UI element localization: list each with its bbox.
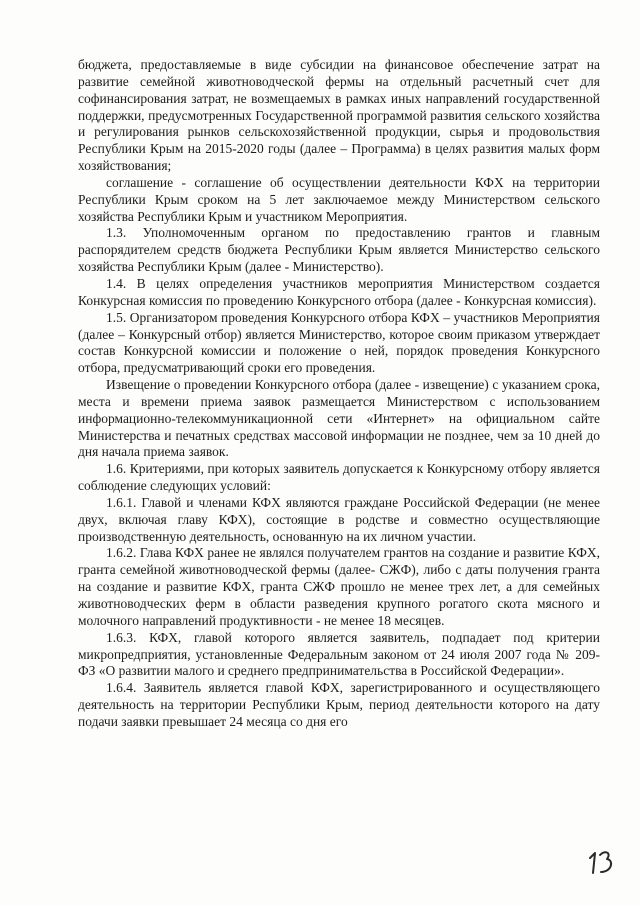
- paragraph-budget-subsidy: бюджета, предоставляемые в виде субсидии на финансовое обеспечение затрат на развитие семейной животноводческой фермы на отдельный расчетный счет для софинансирования затрат, не возмещаемых в рамках иных направлений государственной поддержки, предусмотренных Государственной программой развития сельского хозяйства и регулирования рынков сельскохозяйственной продукции, сырья и продовольствия Республики Крым на 2015-2020 годы (далее – Программа) в целях развития малых форм хозяйствования;: [78, 57, 600, 174]
- handwritten-page-number: [584, 846, 618, 880]
- paragraph-1-3: 1.3. Уполномоченным органом по предоставлению грантов и главным распорядителем средств бюджета Республики Крым является Министерство сельского хозяйства Республики Крым (далее - Министерство).: [78, 225, 600, 275]
- paragraph-notice: Извещение о проведении Конкурсного отбора (далее - извещение) с указанием срока, места и времени приема заявок размещается Министерством с использованием информационно-телекоммуникационной сети «Интернет» на официальном сайте Министерства и печатных средствах массовой информации не позднее, чем за 10 дней до дня начала приема заявок.: [78, 377, 600, 460]
- paragraph-1-6: 1.6. Критериями, при которых заявитель допускается к Конкурсному отбору является соблюдение следующих условий:: [78, 461, 600, 494]
- paragraph-1-6-1: 1.6.1. Главой и членами КФХ являются граждане Российской Федерации (не менее двух, включая главу КФХ), состоящие в родстве и совместно осуществляющие производственную деятельность, основанную на их личном участии.: [78, 494, 600, 544]
- paragraph-1-6-4: 1.6.4. Заявитель является главой КФХ, зарегистрированного и осуществляющего деятельность на территории Республики Крым, период деятельности которого на дату подачи заявки превышает 24 месяца со дня его: [78, 680, 600, 729]
- document-body: [78, 57, 600, 731]
- paragraph-1-6-3: 1.6.3. КФХ, главой которого является заявитель, подпадает под критерии микропредприятия, установленные Федеральным законом от 24 июля 2007 года № 209-ФЗ «О развитии малого и среднего предпринимательства в Российской Федерации».: [78, 629, 600, 679]
- paragraph-1-5: 1.5. Организатором проведения Конкурсного отбора КФХ – участников Мероприятия (далее – Конкурсный отбор) является Министерство, которое своим приказом утверждает состав Конкурсной комиссии и положение о ней, порядок проведения Конкурсного отбора, предусматривающий сроки его проведения.: [78, 309, 600, 376]
- paragraph-agreement-definition: соглашение - соглашение об осуществлении деятельности КФХ на территории Республики Крым сроком на 5 лет заключаемое между Министерством сельского хозяйства Республики Крым и участником Мероприятия.: [78, 174, 600, 224]
- paragraph-1-6-2: 1.6.2. Глава КФХ ранее не являлся получателем грантов на создание и развитие КФХ, гранта семейной животноводческой фермы (далее- СЖФ), либо с даты получения гранта на создание и развитие КФХ, гранта СЖФ прошло не менее трех лет, а для семейных животноводческих ферм в области разведения крупного рогатого скота мясного и молочного направлений продуктивности - не менее 18 месяцев.: [78, 545, 600, 628]
- paragraph-1-4: 1.4. В целях определения участников мероприятия Министерством создается Конкурсная комиссия по проведению Конкурсного отбора (далее - Конкурсная комиссия).: [78, 275, 600, 308]
- handwritten-page-number-drawing: [584, 846, 618, 880]
